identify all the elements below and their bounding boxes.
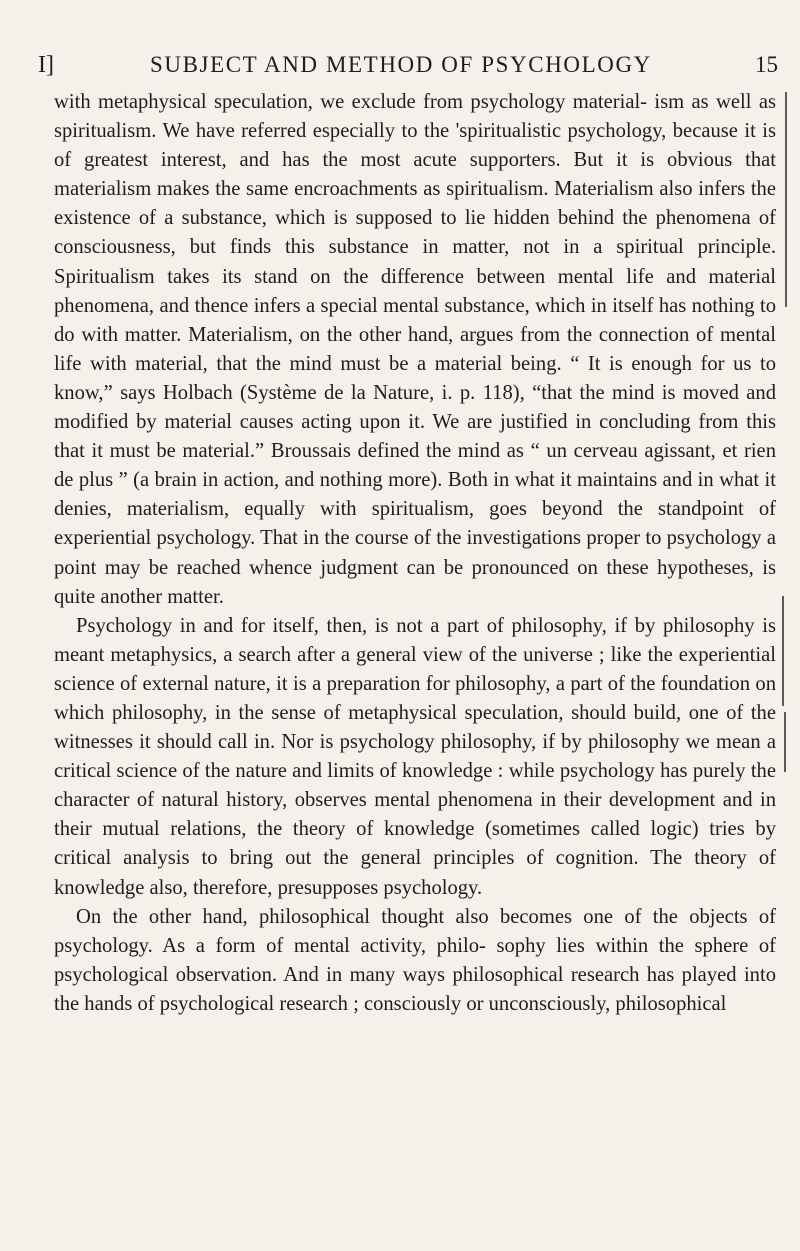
margin-rule-2	[782, 596, 784, 706]
page-header	[38, 52, 778, 92]
paragraph-2: Psychology in and for itself, then, is not a part of philosophy, if by philosophy is meant metaphysics, a search after a general view of the universe ; like the experiential science of external nature, it is a preparation for philosophy, a part of the foundation on which philosophy, in the sense of metaphysical speculation, should build, one of the witnesses it should call in. Nor is psychology philosophy, if by philosophy we mean a critical science of the nature and limits of knowledge : while psychology has purely the character of natural history, observes mental phenomena in their development and in their mutual relations, the theory of knowledge (sometimes called logic) tries by critical analysis to bring out the general principles of cognition. The theory of knowledge also, therefore, presupposes psychology.	[54, 614, 776, 899]
page-number: 15	[755, 52, 778, 77]
body-text	[54, 88, 776, 1019]
paragraph-3: On the other hand, philosophical thought also becomes one of the objects of psychology. As a form of mental activity, philo- sophy lies within the sphere of psychological observation. And in many ways philosophical research has played into the hands of psychological research ; consciously or unconsciously, philosophical	[54, 905, 776, 1015]
margin-rule-3	[784, 712, 786, 772]
chapter-marker: I]	[38, 52, 54, 78]
running-title: SUBJECT AND METHOD OF PSYCHOLOGY	[150, 52, 652, 77]
margin-rule-1	[785, 92, 787, 307]
paragraph-1: with metaphysical speculation, we exclude from psychology material- ism as well as spiritualism. We have referred especially to the 'spiritualistic psychology, because it is of greatest interest, and has the most acute supporters. But it is obvious that materialism makes the same encroachments as spiritualism. Materialism also infers the existence of a substance, which is supposed to lie hidden behind the phenomena of consciousness, but finds this substance in matter, not in a spiritual principle. Spiritualism takes its stand on the difference between mental life and material phenomena, and thence infers a special mental substance, which in itself has nothing to do with matter. Materialism, on the other hand, argues from the connection of mental life with material, that the mind must be a material being. “ It is enough for us to know,” says Holbach (Système de la Nature, i. p. 118), “that the mind is moved and modified by material causes acting upon it. We are justified in concluding from this that it must be material.” Broussais defined the mind as “ un cerveau agissant, et rien de plus ” (a brain in action, and nothing more). Both in what it maintains and in what it denies, materialism, equally with spiritualism, goes beyond the standpoint of experiential psychology. That in the course of the investigations proper to psychology a point may be reached whence judgment can be pronounced on these hypotheses, is quite another matter.	[54, 91, 776, 608]
